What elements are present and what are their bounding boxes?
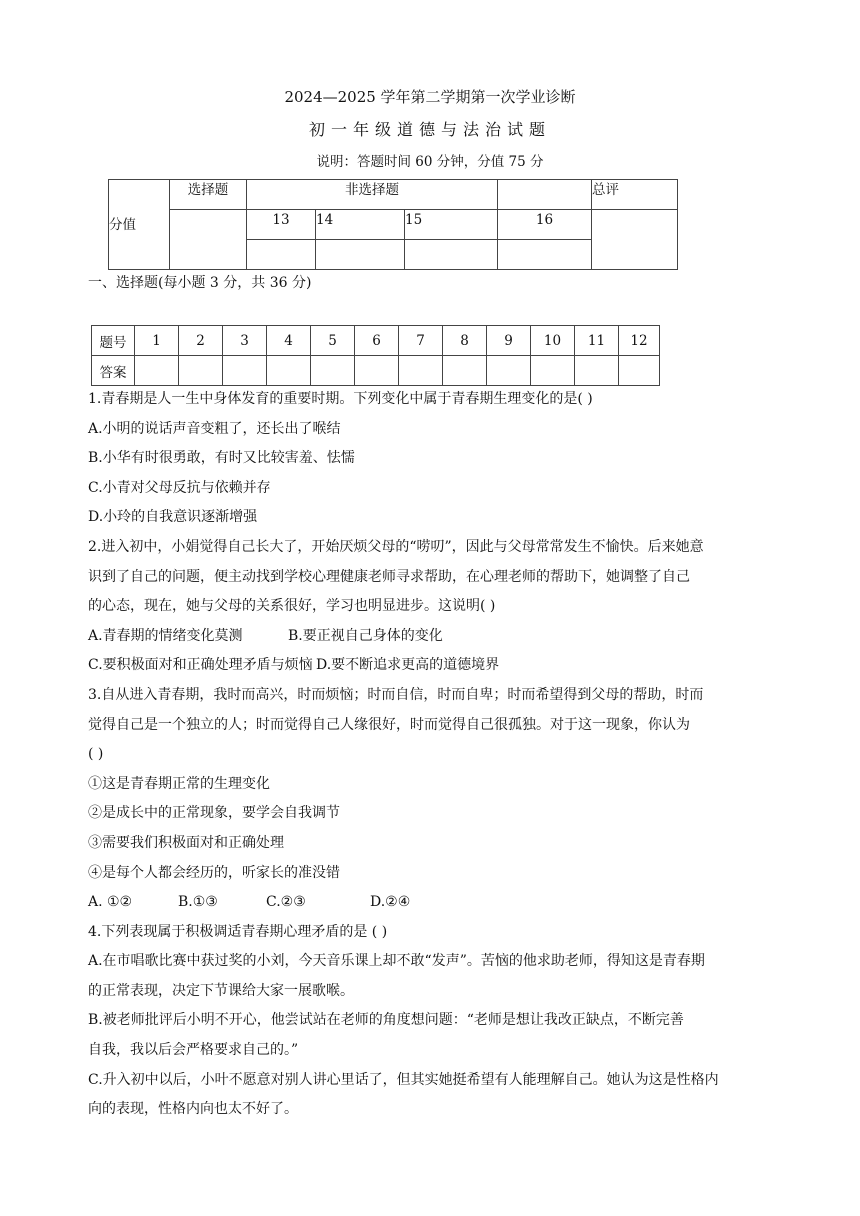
answer-table-number-row	[92, 326, 660, 356]
score-q14-cell[interactable]	[316, 240, 405, 270]
q3-statement-4: ④是每个人都会经历的，听家长的准没错	[88, 864, 340, 881]
answer-cell[interactable]	[575, 356, 619, 386]
q1-stem: 1.青春期是人一生中身体发育的重要时期。下列变化中属于青春期生理变化的是( )	[88, 391, 593, 407]
score-extra-header	[498, 180, 592, 210]
q4-option-c-line2: 向的表现，性格内向也太不好了。	[88, 1101, 298, 1118]
q4-option-b-line2: 自我，我以后会严格要求自己的。”	[88, 1042, 299, 1059]
q1-option-c: C.小青对父母反抗与依赖并存	[88, 479, 271, 496]
exam-subtitle: 初一年级道德与法治试题	[308, 120, 551, 139]
score-nonchoice-header: 非选择题	[247, 180, 498, 210]
q3-options-row	[88, 888, 788, 918]
answer-number: 7	[399, 326, 443, 356]
answer-cell[interactable]	[135, 356, 179, 386]
q3-stem-line1: 3.自从进入青春期，我时而高兴，时而烦恼；时而自信，时而自卑；时而希望得到父母的帮助，时而	[88, 686, 704, 703]
answer-cell[interactable]	[267, 356, 311, 386]
answer-cell[interactable]	[443, 356, 487, 386]
answer-cell[interactable]	[179, 356, 223, 386]
score-q16-header: 16	[498, 210, 592, 240]
score-total-header: 总评	[592, 180, 678, 210]
answer-number: 9	[487, 326, 531, 356]
answer-cell[interactable]	[311, 356, 355, 386]
score-q14-header: 14	[316, 210, 405, 240]
q1-option-d: D.小玲的自我意识逐渐增强	[88, 509, 258, 526]
answer-number: 11	[575, 326, 619, 356]
answer-number: 2	[179, 326, 223, 356]
answer-row-label: 答案	[92, 356, 135, 386]
score-q15-cell[interactable]	[405, 240, 498, 270]
q3-option-c: C.②③	[266, 894, 306, 911]
q4-option-b-line1: B.被老师批评后小明不开心，他尝试站在老师的角度想问题：“老师是想让我改正缺点，不断完善	[88, 1012, 684, 1029]
section-heading: 一、选择题(每小题 3 分，共 36 分)	[88, 275, 312, 291]
q4-stem: 4.下列表现属于积极调适青春期心理矛盾的是 ( )	[88, 923, 388, 940]
q3-statement-1: ①这是青春期正常的生理变化	[88, 775, 270, 792]
score-row-label: 分值	[109, 180, 170, 270]
score-q13-cell[interactable]	[247, 240, 316, 270]
score-q16-cell[interactable]	[498, 240, 592, 270]
q2-option-b: B.要正视自己身体的变化	[288, 627, 443, 644]
q3-statement-2: ②是成长中的正常现象，要学会自我调节	[88, 805, 340, 822]
answer-cell[interactable]	[355, 356, 399, 386]
exam-note: 说明：答题时间 60 分钟，分值 75 分	[316, 154, 544, 170]
answer-cell[interactable]	[399, 356, 443, 386]
answer-number: 5	[311, 326, 355, 356]
answer-number: 3	[223, 326, 267, 356]
q1-option-a: A.小明的说话声音变粗了，还长出了喉结	[88, 420, 341, 437]
q3-stem-line3: ( )	[88, 746, 104, 763]
answer-table	[91, 325, 660, 386]
answer-cell[interactable]	[619, 356, 660, 386]
q3-stem-line2: 觉得自己是一个独立的人；时而觉得自己人缘很好，时而觉得自己很孤独。对于这一现象，你认为	[88, 716, 690, 733]
q3-option-a: A. ①②	[88, 894, 133, 911]
answer-cell[interactable]	[487, 356, 531, 386]
answer-number: 10	[531, 326, 575, 356]
answer-number: 4	[267, 326, 311, 356]
q4-option-a-line2: 的正常表现，决定下节课给大家一展歌喉。	[88, 982, 354, 999]
q2-option-c: C.要积极面对和正确处理矛盾与烦恼	[88, 657, 313, 674]
score-choice-cell[interactable]	[170, 210, 247, 270]
score-table	[108, 179, 678, 270]
score-total-cell[interactable]	[592, 210, 678, 270]
questions-body	[88, 385, 788, 1125]
q3-option-d: D.②④	[370, 894, 411, 911]
q3-statement-3: ③需要我们积极面对和正确处理	[88, 834, 284, 851]
answer-table-answer-row	[92, 356, 660, 386]
answer-number: 1	[135, 326, 179, 356]
score-q13-header: 13	[247, 210, 316, 240]
q2-option-d: D.要不断追求更高的道德境界	[316, 657, 500, 674]
q2-option-a: A.青春期的情绪变化莫测	[88, 627, 243, 644]
q2-options-row1	[88, 622, 788, 652]
score-choice-header: 选择题	[170, 180, 247, 210]
q3-option-b: B.①③	[178, 894, 218, 911]
q1-option-b: B.小华有时很勇敢，有时又比较害羞、怯懦	[88, 450, 355, 467]
answer-cell[interactable]	[531, 356, 575, 386]
answer-header-label: 题号	[92, 326, 135, 356]
q2-stem-line3: 的心态，现在，她与父母的关系很好，学习也明显进步。这说明( )	[88, 598, 496, 615]
exam-title: 2024—2025 学年第二学期第一次学业诊断	[284, 88, 576, 106]
q2-stem-line1: 2.进入初中，小娟觉得自己长大了，开始厌烦父母的“唠叨”，因此与父母常常发生不愉快。后来她意	[88, 538, 704, 555]
q4-option-a-line1: A.在市唱歌比赛中获过奖的小刘，今天音乐课上却不敢“发声”。苦恼的他求助老师，得知这是青春期	[88, 953, 705, 970]
q4-option-c-line1: C.升入初中以后，小叶不愿意对别人讲心里话了，但其实她挺希望有人能理解自己。她认为这是性格内	[88, 1071, 719, 1088]
score-q15-header: 15	[405, 210, 498, 240]
answer-number: 12	[619, 326, 660, 356]
answer-number: 6	[355, 326, 399, 356]
q2-options-row2	[88, 651, 788, 681]
answer-cell[interactable]	[223, 356, 267, 386]
answer-number: 8	[443, 326, 487, 356]
q2-stem-line2: 识到了自己的问题，便主动找到学校心理健康老师寻求帮助，在心理老师的帮助下，她调整了自己	[88, 568, 690, 585]
